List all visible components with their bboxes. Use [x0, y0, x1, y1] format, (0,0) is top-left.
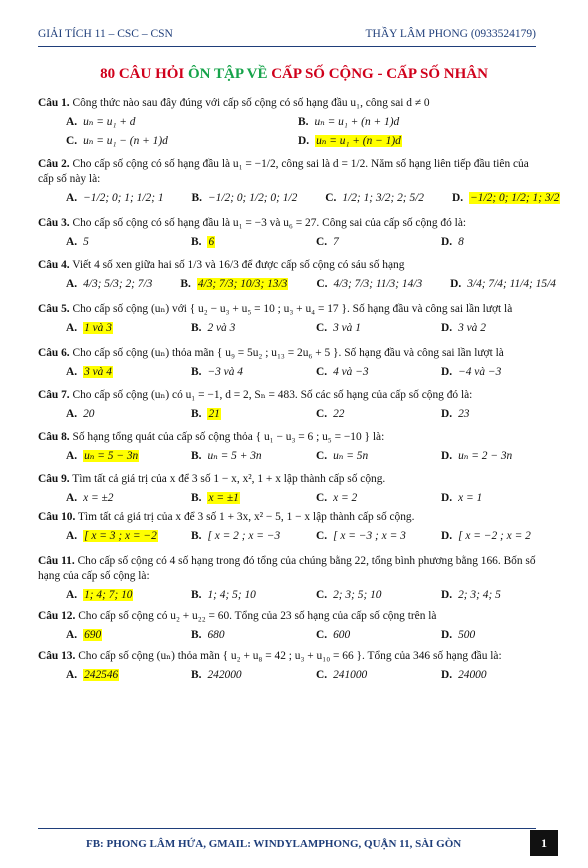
- option-letter: B.: [191, 322, 202, 334]
- option-letter: C.: [316, 278, 328, 290]
- option-letter: D.: [452, 192, 464, 204]
- question-13: [38, 649, 538, 683]
- option-value: −4 và −3: [458, 366, 502, 378]
- option-d[interactable]: [413, 365, 538, 380]
- question-11: [38, 554, 538, 603]
- option-value: x = 1: [458, 492, 483, 504]
- option-value: 3 và 2: [458, 322, 486, 334]
- option-letter: A.: [66, 236, 78, 248]
- question-9: [38, 472, 538, 506]
- option-a[interactable]: [38, 407, 163, 422]
- option-b[interactable]: [163, 491, 288, 506]
- question-2: [38, 157, 560, 206]
- option-c[interactable]: [288, 321, 413, 336]
- option-letter: B.: [298, 116, 309, 128]
- question-body: Công thức nào sau đây đúng với cấp số cộng có số hạng đầu u₁, công sai d ≠ 0: [69, 97, 430, 109]
- option-value: x = ±2: [83, 492, 114, 504]
- option-value: 4/3; 7/3; 11/3; 14/3: [333, 278, 423, 290]
- option-c[interactable]: [288, 529, 413, 544]
- option-d[interactable]: [413, 668, 538, 683]
- option-value: uₙ = 5n: [333, 450, 369, 462]
- page-header: [38, 28, 536, 44]
- option-letter: B.: [180, 278, 191, 290]
- question-number: Câu 4.: [38, 259, 70, 271]
- option-letter: A.: [66, 116, 78, 128]
- options-row: [38, 134, 538, 149]
- option-value: 680: [207, 629, 225, 641]
- options-row: [38, 529, 538, 544]
- correct-answer-highlight: uₙ = 5 − 3n: [84, 450, 139, 462]
- option-value: uₙ = u₁ + d: [83, 116, 136, 128]
- option-c[interactable]: [288, 449, 413, 464]
- option-letter: B.: [191, 629, 202, 641]
- option-value: 600: [333, 629, 351, 641]
- footer-text: FB: PHONG LÂM HỨA, GMAIL: WINDYLAMPHONG, QUẬN 11, SÀI GÒN: [86, 838, 462, 850]
- option-value: 3/4; 7/4; 11/4; 15/4: [467, 278, 556, 290]
- option-a[interactable]: [38, 365, 163, 380]
- question-text: [38, 157, 538, 187]
- option-letter: C.: [316, 408, 328, 420]
- option-letter: A.: [66, 450, 78, 462]
- option-c[interactable]: [288, 668, 413, 683]
- footer-divider: [38, 828, 536, 829]
- option-b[interactable]: [163, 365, 288, 380]
- option-c[interactable]: [288, 491, 413, 506]
- option-a[interactable]: [38, 529, 163, 544]
- option-letter: A.: [66, 366, 78, 378]
- option-d[interactable]: [413, 235, 538, 250]
- option-b[interactable]: [163, 235, 288, 250]
- option-b[interactable]: [163, 449, 288, 464]
- question-body: Cho cấp số cộng (uₙ) thỏa mãn { u₉ = 5u₂ ; u₁₃ = 2u₆ + 5 }. Số hạng đầu và công sai lần lượt là: [69, 347, 504, 359]
- option-letter: C.: [316, 366, 328, 378]
- option-letter: B.: [191, 366, 202, 378]
- question-number: Câu 9.: [38, 473, 70, 485]
- question-body: Cho cấp số cộng (uₙ) có u₁ = −1, d = 2, Sₙ = 483. Số các số hạng của cấp số cộng đó là:: [69, 389, 473, 401]
- option-letter: C.: [66, 135, 78, 147]
- option-letter: A.: [66, 408, 78, 420]
- option-letter: C.: [316, 236, 328, 248]
- question-number: Câu 12.: [38, 610, 76, 622]
- option-a[interactable]: [38, 115, 288, 130]
- option-d[interactable]: [288, 134, 538, 149]
- question-number: Câu 11.: [38, 555, 75, 567]
- correct-answer-highlight: −1/2; 0; 1/2; 1; 3/2: [470, 192, 560, 204]
- option-letter: A.: [66, 192, 78, 204]
- option-value: 241000: [333, 669, 368, 681]
- question-12: [38, 609, 538, 643]
- option-letter: D.: [441, 366, 453, 378]
- option-a[interactable]: [38, 449, 163, 464]
- option-letter: D.: [441, 322, 453, 334]
- question-text: [38, 388, 538, 403]
- question-text: [38, 649, 538, 664]
- option-value: 500: [458, 629, 476, 641]
- option-d[interactable]: [413, 491, 538, 506]
- option-value: −1/2; 0; 1/2; 0; 1/2: [207, 192, 298, 204]
- option-b[interactable]: [163, 321, 288, 336]
- option-c[interactable]: [288, 235, 413, 250]
- options-row: [38, 491, 538, 506]
- option-value: [ x = 2 ; x = −3: [207, 530, 281, 542]
- question-body: Cho cấp số cộng (uₙ) với { u₂ − u₃ + u₅ = 10 ; u₃ + u₄ = 17 }. Số hạng đầu và công sai lần lượt là: [69, 303, 513, 315]
- question-number: Câu 1.: [38, 97, 70, 109]
- option-a[interactable]: [38, 277, 152, 292]
- correct-answer-highlight: [ x = 3 ; x = −2: [84, 530, 157, 542]
- option-a[interactable]: [38, 235, 163, 250]
- option-letter: B.: [191, 669, 202, 681]
- option-d[interactable]: [422, 277, 556, 292]
- correct-answer-highlight: x = ±1: [208, 492, 239, 504]
- option-value: 242000: [207, 669, 242, 681]
- options-row: [38, 365, 538, 380]
- option-value: 1/2; 1; 3/2; 2; 5/2: [342, 192, 424, 204]
- option-value: 24000: [458, 669, 487, 681]
- question-text: [38, 302, 538, 317]
- option-letter: B.: [191, 589, 202, 601]
- question-number: Câu 6.: [38, 347, 70, 359]
- option-value: 2; 3; 5; 10: [333, 589, 382, 601]
- option-letter: C.: [316, 530, 328, 542]
- option-letter: C.: [316, 322, 328, 334]
- option-value: 4/3; 5/3; 2; 7/3: [83, 278, 153, 290]
- question-body: Cho cấp số cộng có 4 số hạng trong đó tổng của chúng bằng 22, tổng bình phương bằng 166. Bốn số hạng của cấp số cộng là:: [38, 555, 536, 582]
- option-d[interactable]: [413, 449, 538, 464]
- question-5: [38, 302, 538, 336]
- option-c[interactable]: [288, 628, 413, 643]
- options-row: [38, 588, 538, 603]
- option-d[interactable]: [413, 628, 538, 643]
- header-left: GIẢI TÍCH 11 – CSC – CSN: [38, 28, 173, 40]
- option-letter: B.: [191, 450, 202, 462]
- option-letter: C.: [316, 450, 328, 462]
- option-d[interactable]: [413, 407, 538, 422]
- option-letter: D.: [298, 135, 310, 147]
- question-4: [38, 258, 556, 292]
- option-letter: C.: [316, 492, 328, 504]
- option-letter: D.: [441, 589, 453, 601]
- question-body: Cho cấp số cộng có u₂ + u₂₂ = 60. Tổng của 23 số hạng của cấp số cộng trên là: [75, 610, 437, 622]
- option-letter: A.: [66, 492, 78, 504]
- option-c[interactable]: [297, 191, 424, 206]
- option-value: 1; 4; 5; 10: [207, 589, 256, 601]
- question-body: Tìm tất cả giá trị của x để 3 số 1 + 3x, x² − 5, 1 − x lập thành cấp số cộng.: [75, 511, 415, 523]
- option-value: 5: [83, 236, 89, 248]
- header-divider: [38, 46, 536, 47]
- question-text: [38, 258, 538, 273]
- question-body: Số hạng tổng quát của cấp số cộng thỏa { u₁ − u₃ = 6 ; u₅ = −10 } là:: [69, 431, 385, 443]
- option-letter: A.: [66, 669, 78, 681]
- option-value: uₙ = u₁ + (n + 1)d: [314, 116, 400, 128]
- option-letter: D.: [441, 669, 453, 681]
- option-letter: D.: [450, 278, 462, 290]
- option-c[interactable]: [38, 134, 288, 149]
- option-letter: A.: [66, 589, 78, 601]
- options-row: [38, 449, 538, 464]
- correct-answer-highlight: 6: [208, 236, 215, 248]
- options-row: [38, 191, 560, 206]
- option-value: 2 và 3: [207, 322, 236, 334]
- correct-answer-highlight: uₙ = u₁ + (n − 1)d: [316, 135, 401, 147]
- page-number: 1: [530, 830, 558, 856]
- option-a[interactable]: [38, 491, 163, 506]
- options-row: [38, 235, 538, 250]
- option-letter: C.: [316, 669, 328, 681]
- option-value: 20: [83, 408, 95, 420]
- question-number: Câu 10.: [38, 511, 76, 523]
- options-row: [38, 407, 538, 422]
- option-c[interactable]: [288, 407, 413, 422]
- option-value: −1/2; 0; 1; 1/2; 1: [83, 192, 164, 204]
- question-text: [38, 346, 538, 361]
- question-text: [38, 609, 538, 624]
- question-text: [38, 472, 538, 487]
- question-body: Cho cấp số cộng (uₙ) thỏa mãn { u₂ + u₈ = 42 ; u₃ + u₁₀ = 66 }. Tổng của 346 số hạng đầu là:: [75, 650, 502, 662]
- options-row: [38, 115, 538, 130]
- option-value: 4 và −3: [333, 366, 369, 378]
- option-letter: D.: [441, 408, 453, 420]
- question-text: [38, 96, 538, 111]
- option-letter: D.: [441, 236, 453, 248]
- question-text: [38, 216, 538, 231]
- option-letter: B.: [191, 236, 202, 248]
- option-b[interactable]: [163, 407, 288, 422]
- correct-answer-highlight: 690: [84, 629, 102, 641]
- option-value: 7: [333, 236, 339, 248]
- option-a[interactable]: [38, 191, 164, 206]
- question-6: [38, 346, 538, 380]
- option-b[interactable]: [164, 191, 298, 206]
- option-value: [ x = −3 ; x = 3: [333, 530, 406, 542]
- question-text: [38, 554, 538, 584]
- option-b[interactable]: [163, 588, 288, 603]
- option-b[interactable]: [152, 277, 288, 292]
- option-a[interactable]: [38, 628, 163, 643]
- option-d[interactable]: [413, 588, 538, 603]
- question-8: [38, 430, 538, 464]
- option-letter: D.: [441, 629, 453, 641]
- correct-answer-highlight: 4/3; 7/3; 10/3; 13/3: [197, 278, 288, 290]
- question-3: [38, 216, 538, 250]
- option-value: uₙ = 5 + 3n: [207, 450, 262, 462]
- option-d[interactable]: [413, 529, 538, 544]
- option-letter: C.: [316, 629, 328, 641]
- question-10: [38, 510, 538, 544]
- option-letter: D.: [441, 530, 453, 542]
- question-number: Câu 8.: [38, 431, 70, 443]
- option-c[interactable]: [288, 277, 422, 292]
- question-number: Câu 7.: [38, 389, 70, 401]
- option-a[interactable]: [38, 588, 163, 603]
- option-letter: D.: [441, 492, 453, 504]
- question-number: Câu 5.: [38, 303, 70, 315]
- option-letter: A.: [66, 278, 78, 290]
- options-row: [38, 321, 538, 336]
- option-b[interactable]: [163, 529, 288, 544]
- option-value: uₙ = 2 − 3n: [458, 450, 513, 462]
- question-number: Câu 13.: [38, 650, 76, 662]
- option-value: x = 2: [333, 492, 358, 504]
- question-body: Cho cấp số cộng có số hạng đầu là u₁ = −1/2, công sai là d = 1/2. Năm số hạng liên tiếp đầu tiên của cấp số này là:: [38, 158, 529, 185]
- question-list: [38, 96, 560, 689]
- option-c[interactable]: [288, 588, 413, 603]
- option-c[interactable]: [288, 365, 413, 380]
- options-row: [38, 628, 538, 643]
- question-number: Câu 2.: [38, 158, 70, 170]
- correct-answer-highlight: 3 và 4: [84, 366, 112, 378]
- options-row: [38, 668, 538, 683]
- option-value: 23: [458, 408, 470, 420]
- option-d[interactable]: [424, 191, 560, 206]
- option-letter: B.: [191, 492, 202, 504]
- option-letter: D.: [441, 450, 453, 462]
- question-body: Viết 4 số xen giữa hai số 1/3 và 16/3 để được cấp số cộng có sáu số hạng: [69, 259, 405, 271]
- option-letter: B.: [191, 408, 202, 420]
- option-b[interactable]: [288, 115, 538, 130]
- correct-answer-highlight: 1 và 3: [84, 322, 112, 334]
- option-value: uₙ = u₁ − (n + 1)d: [83, 135, 168, 147]
- question-body: Tìm tất cả giá trị của x để 3 số 1 − x, x², 1 + x lập thành cấp số cộng.: [69, 473, 386, 485]
- option-d[interactable]: [413, 321, 538, 336]
- page-title: 80 CÂU HỎI ÔN TẬP VỀ CẤP SỐ CỘNG - CẤP SỐ NHÂN: [100, 66, 488, 82]
- option-value: [ x = −2 ; x = 2: [458, 530, 531, 542]
- question-text: [38, 510, 538, 525]
- option-letter: C.: [316, 589, 328, 601]
- option-a[interactable]: [38, 321, 163, 336]
- question-7: [38, 388, 538, 422]
- header-right: THẦY LÂM PHONG (0933524179): [365, 28, 536, 40]
- question-text: [38, 430, 538, 445]
- option-a[interactable]: [38, 668, 163, 683]
- question-body: Cho cấp số cộng có số hạng đầu là u₁ = −3 và u₆ = 27. Công sai của cấp số cộng đó là:: [69, 217, 467, 229]
- option-letter: A.: [66, 530, 78, 542]
- question-number: Câu 3.: [38, 217, 70, 229]
- correct-answer-highlight: 1; 4; 7; 10: [84, 589, 133, 601]
- correct-answer-highlight: 21: [208, 408, 220, 420]
- correct-answer-highlight: 242546: [84, 669, 119, 681]
- option-value: 3 và 1: [333, 322, 361, 334]
- option-value: −3 và 4: [207, 366, 243, 378]
- option-letter: B.: [191, 192, 202, 204]
- option-b[interactable]: [163, 628, 288, 643]
- option-value: 8: [458, 236, 464, 248]
- option-letter: C.: [325, 192, 337, 204]
- option-b[interactable]: [163, 668, 288, 683]
- option-value: 2; 3; 4; 5: [458, 589, 501, 601]
- option-letter: A.: [66, 322, 78, 334]
- options-row: [38, 277, 556, 292]
- option-letter: A.: [66, 629, 78, 641]
- question-1: [38, 96, 538, 149]
- option-letter: B.: [191, 530, 202, 542]
- option-value: 22: [333, 408, 345, 420]
